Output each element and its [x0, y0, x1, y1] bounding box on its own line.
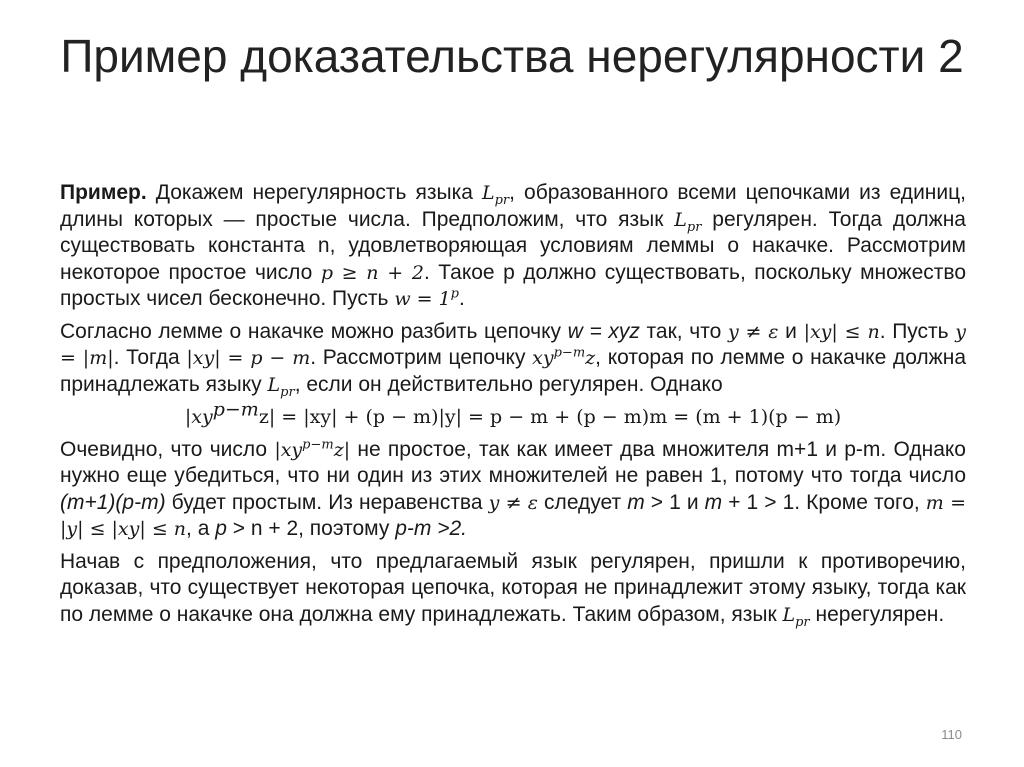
math-lpr: [782, 603, 810, 630]
math-lpr: [674, 208, 702, 235]
text: нерегулярен.: [809, 602, 945, 626]
math-sup: p: [450, 286, 459, 302]
math-w-eq: [394, 288, 459, 310]
italic-m: m: [704, 490, 723, 514]
slide-body: [60, 180, 966, 634]
text: , образованного всеми цепочками из единиц, длины которых — простые числа. Предположим, что язык: [60, 181, 966, 231]
paragraph-example: [60, 180, 966, 313]
formula-rhs: z| = |xy| + (p − m)|y| = p − m + (p − m)m = (m + 1)(p − m): [258, 406, 842, 428]
math-xy: |xy: [274, 438, 303, 461]
text: , если он действительно регулярен. Однако: [294, 372, 723, 396]
text: . Такое p должно существовать, поскольку множество простых чисел бесконечно. Пусть: [60, 260, 966, 310]
math-w: w = 1: [394, 288, 451, 310]
formula-sup: p−m: [212, 398, 259, 421]
text: Начав с предположения, что предлагаемый язык регулярен, пришли к противоречию, доказав, что существует некоторая цепочка, которая не принадлежит этому языку, тогда как по лемме о накачке она должна ему принадлежать. Таким образом, язык: [60, 549, 966, 626]
italic-product: (m+1)(p-m): [60, 490, 166, 514]
text: не простое, так как имеет два множителя m+1 и p-m. Однако нужно еще убедиться, что ни один из этих множителей не равен 1, потому что тогда число: [60, 437, 966, 487]
math-l: L: [481, 182, 495, 204]
text: > 1 и: [644, 490, 705, 514]
math-lpr: [481, 182, 510, 208]
math-l: L: [267, 373, 281, 396]
math-sup: p−m: [302, 437, 334, 453]
text: , а: [186, 517, 216, 540]
math-xypmz: [532, 347, 595, 369]
math-z: z: [585, 347, 596, 369]
math-p-ge-n2: p ≥ n + 2: [320, 261, 424, 284]
math-xy: xy: [532, 347, 554, 369]
text: . Рассмотрим цепочку: [310, 346, 533, 369]
text: следует: [538, 490, 628, 514]
page-number: 110: [941, 727, 962, 742]
centered-formula: [60, 398, 966, 431]
math-sub: pr: [795, 614, 810, 630]
italic-pm: p-m >2.: [395, 517, 467, 540]
text: Согласно лемме о накачке можно разбить цепочку: [60, 319, 568, 343]
math-z: z|: [333, 438, 351, 461]
math-y-ne-eps: y ≠ ε: [488, 491, 538, 514]
math-sub: pr: [686, 219, 702, 235]
text: . Пусть: [879, 319, 956, 343]
math-sub: pr: [494, 192, 510, 208]
italic-p: p: [215, 517, 227, 540]
math-y-ne-eps: y ≠ ε: [727, 320, 779, 343]
formula-lhs: |xy: [184, 406, 213, 428]
paragraph-lemma: [60, 319, 966, 399]
math-m-chain: m = |y| ≤ |xy| ≤ n: [60, 491, 967, 540]
text: так, что: [639, 319, 728, 343]
math-l: L: [674, 208, 687, 231]
text: Докажем нерегулярность языка: [146, 181, 482, 204]
text: и: [778, 319, 804, 343]
text: > n + 2, поэтому: [226, 517, 396, 540]
math-y-eq-m: y = |m|: [60, 320, 966, 369]
math-xy-le-n: |xy| ≤ n: [803, 320, 880, 343]
italic-m: m: [627, 490, 645, 514]
paragraph-conclusion: [60, 549, 966, 629]
text: регулярен. Тогда должна существовать константа n, удовлетворяющая условиям леммы о накачке. Рассмотрим некоторое простое число: [60, 207, 966, 284]
text: .: [459, 287, 465, 310]
math-sup: p−m: [553, 345, 586, 361]
text: , которая по лемме о накачке должна принадлежать языку: [60, 346, 967, 396]
text: + 1 > 1. Кроме того,: [722, 490, 926, 514]
text: Очевидно, что число: [60, 437, 275, 461]
math-lpr: [267, 373, 295, 400]
text: будет простым. Из неравенства: [165, 490, 489, 514]
paragraph-obvious: [60, 437, 966, 543]
math-sub: pr: [280, 384, 295, 400]
text: . Тогда: [113, 346, 187, 369]
example-label: Пример.: [60, 181, 147, 204]
math-xypmz-abs: [274, 439, 350, 461]
math-l: L: [782, 603, 796, 626]
slide-title: Пример доказательства нерегулярности 2: [60, 30, 964, 82]
math-xy-eq: |xy| = p − m: [186, 347, 311, 369]
w-xyz: w = xyz: [567, 319, 640, 343]
